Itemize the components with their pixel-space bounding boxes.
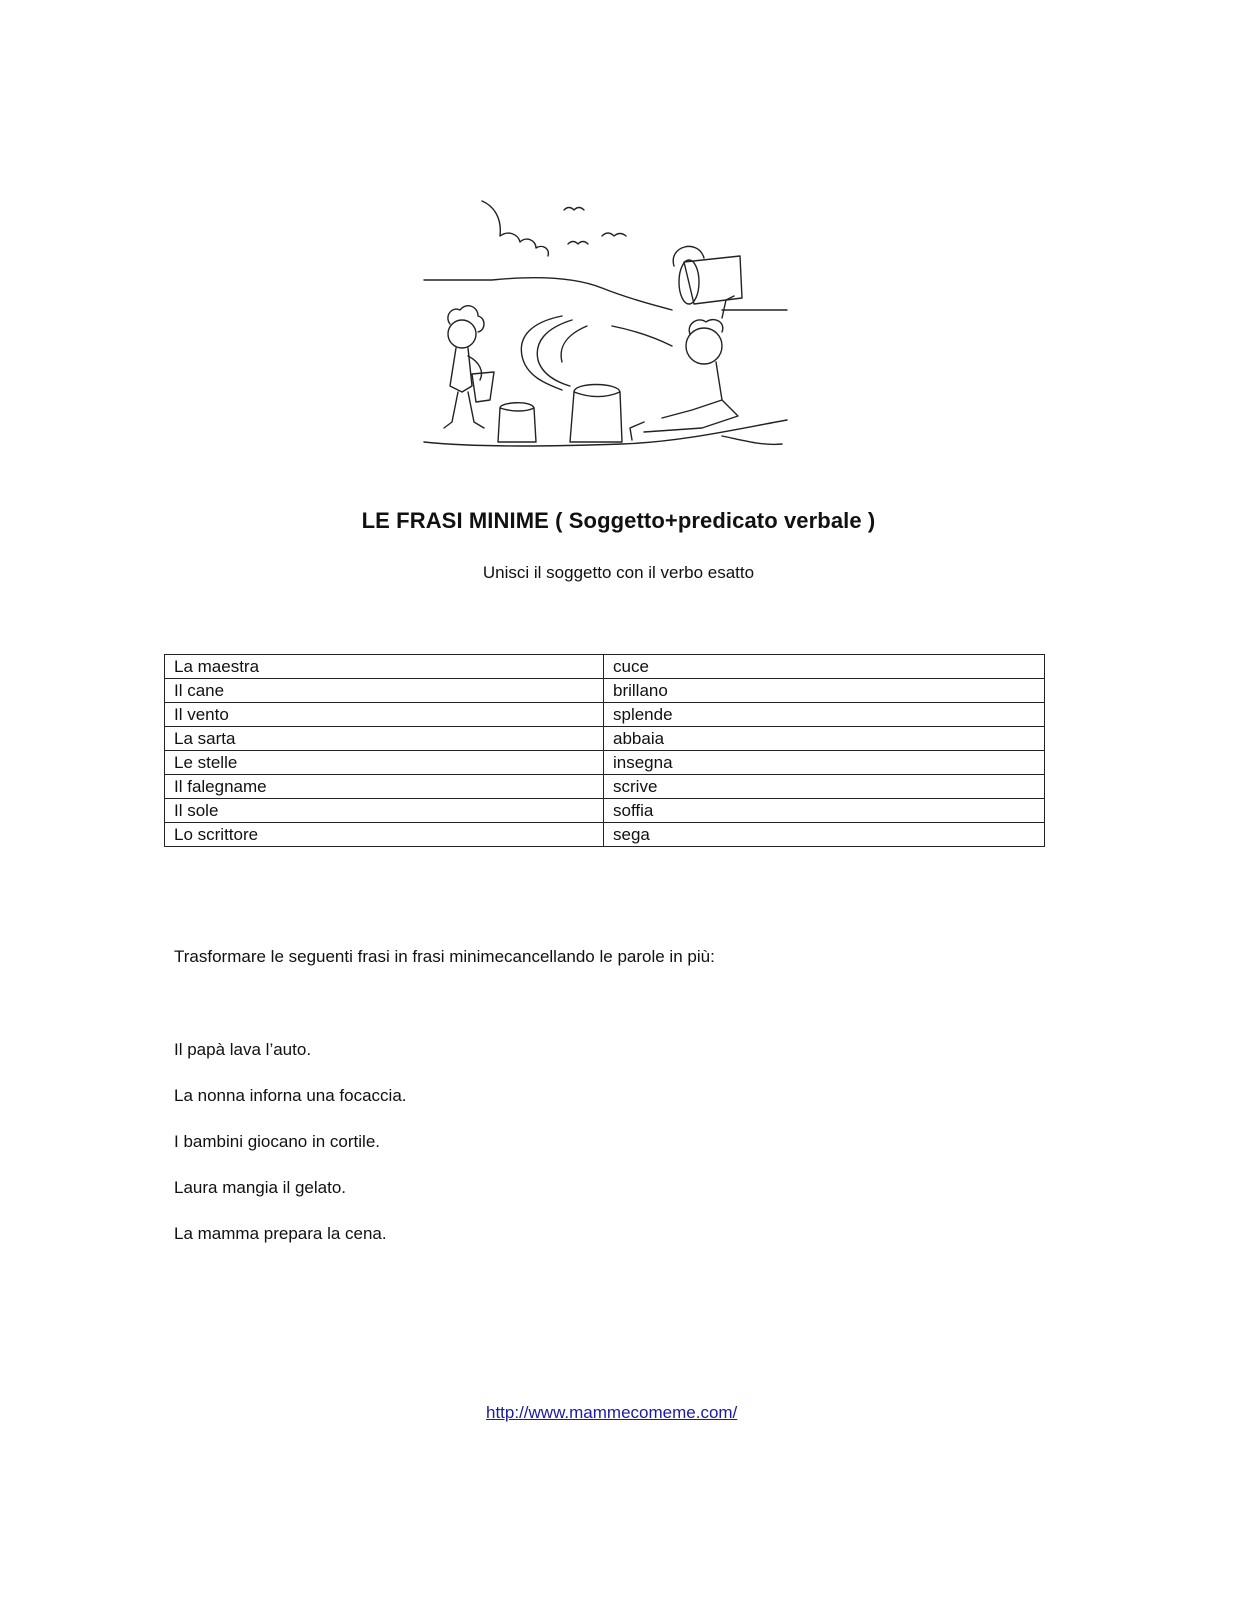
table-row <box>165 799 1045 823</box>
verb-cell: scrive <box>604 775 1045 799</box>
table-row <box>165 823 1045 847</box>
subject-cell: La maestra <box>165 655 604 679</box>
subject-cell: Il vento <box>165 703 604 727</box>
list-item: La nonna inforna una focaccia. <box>174 1086 407 1105</box>
page-title: LE FRASI MINIME ( Soggetto+predicato verbale ) <box>361 508 876 533</box>
beach-illustration <box>422 196 792 458</box>
verb-cell: abbaia <box>604 727 1045 751</box>
subject-cell: La sarta <box>165 727 604 751</box>
list-item: I bambini giocano in cortile. <box>174 1132 381 1151</box>
page-subtitle: Unisci il soggetto con il verbo esatto <box>482 563 755 582</box>
verb-cell: insegna <box>604 751 1045 775</box>
subject-cell: Il cane <box>165 679 604 703</box>
subject-cell: Lo scrittore <box>165 823 604 847</box>
list-item: Laura mangia il gelato. <box>174 1178 347 1197</box>
sentence-list <box>174 1040 407 1270</box>
list-item: La mamma prepara la cena. <box>174 1224 387 1243</box>
verb-cell: brillano <box>604 679 1045 703</box>
subject-cell: Il sole <box>165 799 604 823</box>
table-row <box>165 679 1045 703</box>
verb-cell: cuce <box>604 655 1045 679</box>
table-row <box>165 703 1045 727</box>
exercise-instruction: Trasformare le seguenti frasi in frasi minimecancellando le parole in più: <box>174 947 715 966</box>
list-item: Il papà lava l’auto. <box>174 1040 312 1059</box>
subject-cell: Il falegname <box>165 775 604 799</box>
verb-cell: soffia <box>604 799 1045 823</box>
verb-cell: sega <box>604 823 1045 847</box>
table-row <box>165 727 1045 751</box>
table-row <box>165 775 1045 799</box>
table-row <box>165 751 1045 775</box>
table-row <box>165 655 1045 679</box>
subject-cell: Le stelle <box>165 751 604 775</box>
subject-verb-table <box>164 654 1045 847</box>
website-link[interactable]: http://www.mammecomeme.com/ <box>486 1403 738 1422</box>
verb-cell: splende <box>604 703 1045 727</box>
